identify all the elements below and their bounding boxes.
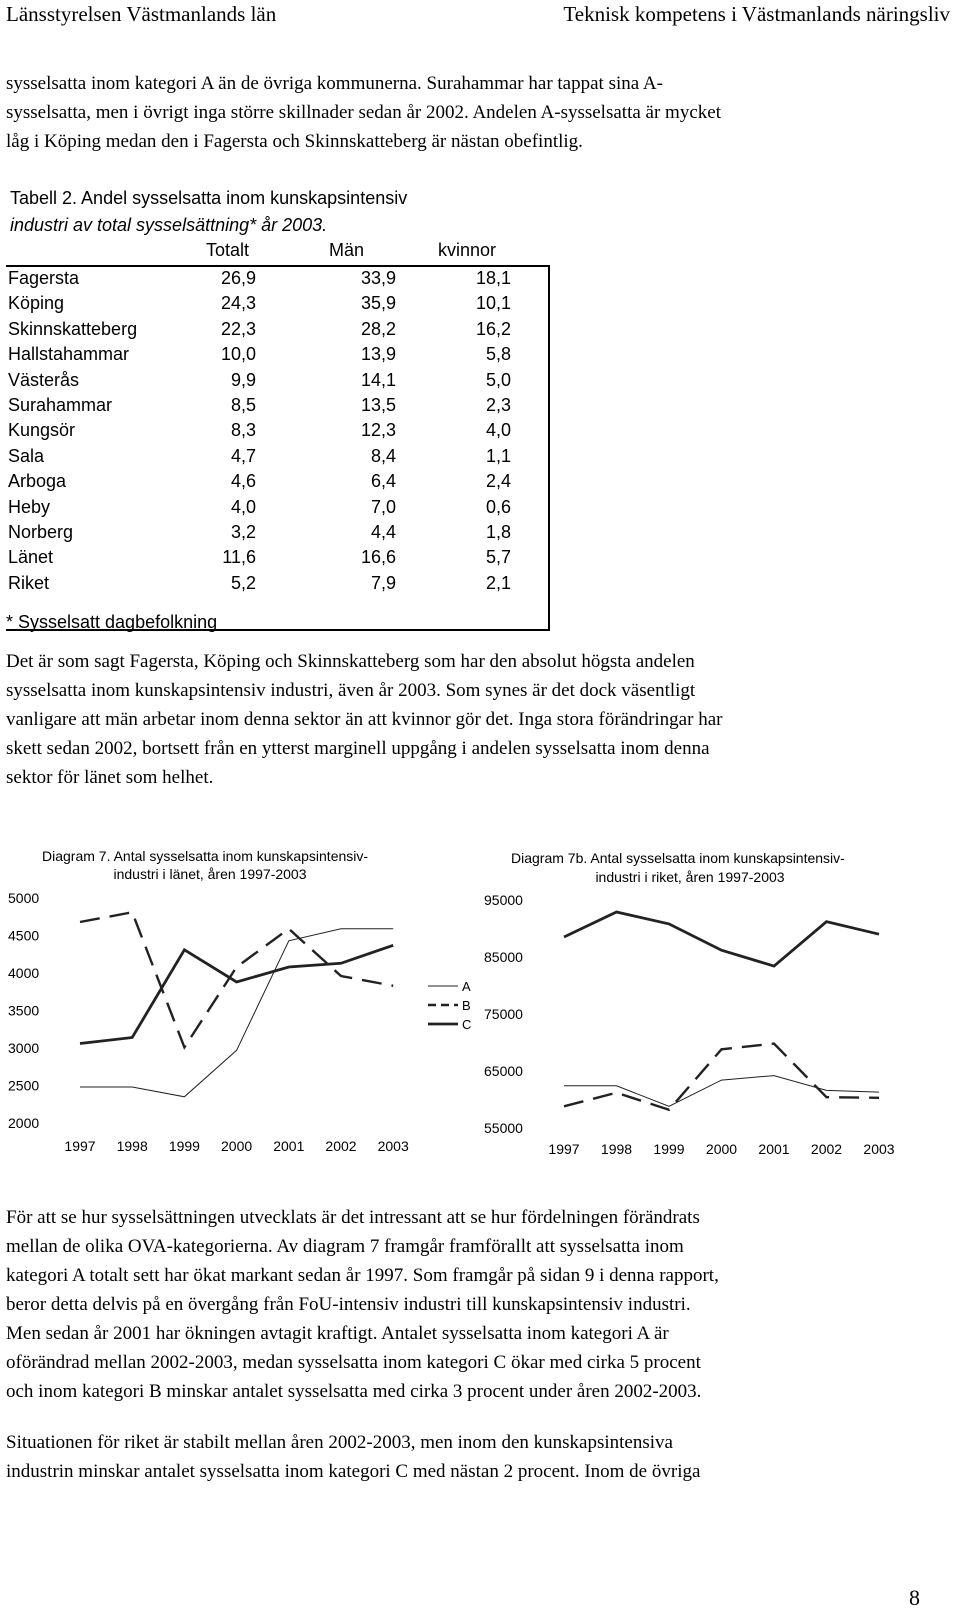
- row-label: Hallstahammar: [8, 344, 130, 365]
- cell-totalt: 8,5: [230, 395, 256, 415]
- y-tick-label: 95000: [484, 892, 523, 908]
- x-tick-label: 2002: [325, 1138, 357, 1154]
- cell-man: 14,1: [360, 369, 396, 390]
- y-tick-label: 55000: [484, 1120, 523, 1136]
- table-row: [6, 497, 546, 523]
- cell-totalt: 11,6: [222, 547, 256, 568]
- cell-totalt: 4,0: [230, 496, 256, 517]
- cell-man: 7,9: [370, 572, 396, 593]
- cell-man: 35,9: [360, 293, 396, 314]
- cell-man: 6,4: [370, 471, 396, 492]
- chart-diagram-7b: [470, 840, 940, 1170]
- row-label: Surahammar: [8, 395, 113, 415]
- cell-totalt: 3,2: [230, 522, 256, 542]
- table-row: [6, 573, 546, 599]
- x-tick-label: 2001: [758, 1141, 790, 1157]
- cell-man: 7,0: [370, 496, 396, 517]
- y-tick-label: 65000: [484, 1063, 523, 1079]
- col-header-kvinnor: kvinnor: [438, 240, 497, 260]
- table-caption: [10, 185, 407, 239]
- cell-man: 8,4: [370, 445, 396, 466]
- row-label: Länet: [8, 547, 54, 568]
- intro-paragraph: [6, 69, 936, 156]
- text-line: mellan de olika OVA-kategorierna. Av diagram 7 framgår framförallt att sysselsatta inom: [6, 1236, 684, 1257]
- cell-totalt: 22,3: [220, 318, 256, 339]
- row-label: Sala: [8, 445, 45, 466]
- y-tick-label: 3500: [8, 1002, 40, 1019]
- y-tick-label: 4000: [8, 965, 40, 981]
- text-line: Men sedan år 2001 har ökningen avtagit kraftigt. Antalet sysselsatta inom kategori A är: [6, 1323, 669, 1344]
- chart-subtitle: industri i riket, åren 1997-2003: [595, 869, 785, 885]
- table-row: [6, 370, 546, 396]
- cell-kvinnor: 16,2: [475, 318, 511, 339]
- text-line: oförändrad mellan 2002-2003, medan sysselsatta inom kategori C ökar med cirka 5 procent: [6, 1352, 701, 1373]
- cell-totalt: 5,2: [230, 572, 256, 593]
- text-line: sysselsatta inom kunskapsintensiv industri, även år 2003. Som synes är det dock väsentligt: [6, 680, 696, 701]
- series-line-a: [80, 929, 393, 1097]
- cell-totalt: 24,3: [220, 293, 256, 314]
- y-tick-label: 4500: [8, 927, 40, 944]
- table-row: [6, 268, 546, 294]
- table-row: [6, 293, 546, 319]
- table-row: [6, 344, 546, 370]
- text-line: sysselsatta inom kategori A än de övriga kommunerna. Surahammar har tappat sina A-: [6, 73, 663, 94]
- cell-kvinnor: 1,8: [485, 522, 511, 542]
- cell-kvinnor: 18,1: [475, 268, 511, 288]
- cell-kvinnor: 2,3: [485, 395, 511, 415]
- legend-label: A: [462, 979, 471, 994]
- table-row: [6, 522, 546, 548]
- row-label: Riket: [8, 572, 50, 593]
- col-header-totalt: Totalt: [206, 240, 250, 260]
- row-label: Skinnskatteberg: [8, 318, 138, 339]
- text-line: kategori A totalt sett har ökat markant sedan år 1997. Som framgår på sidan 9 i denna rapport,: [6, 1265, 719, 1286]
- cell-totalt: 4,6: [230, 471, 256, 492]
- cell-man: 13,9: [360, 344, 396, 365]
- table-row: [6, 446, 546, 472]
- series-line-c: [564, 912, 879, 966]
- series-line-a: [564, 1076, 879, 1107]
- paragraph-4: [6, 1428, 936, 1486]
- x-tick-label: 2002: [810, 1141, 843, 1157]
- text-line: vanligare att män arbetar inom denna sektor än att kvinnor gör det. Inga stora förändringar har: [6, 709, 723, 730]
- row-label: Fagersta: [8, 268, 80, 288]
- chart-title: Diagram 7b. Antal sysselsatta inom kunskapsintensiv-: [511, 850, 845, 866]
- table-header-row: [6, 238, 550, 266]
- y-tick-label: 5000: [8, 890, 40, 906]
- legend-label: C: [462, 1017, 472, 1032]
- y-tick-label: 75000: [484, 1006, 523, 1022]
- cell-man: 16,6: [360, 547, 396, 568]
- table-row: [6, 395, 546, 421]
- cell-kvinnor: 4,0: [485, 420, 511, 441]
- table-row: [6, 471, 546, 497]
- cell-kvinnor: 5,8: [485, 344, 511, 365]
- cell-man: 12,3: [360, 420, 396, 441]
- text-line: sektor för länet som helhet.: [6, 767, 214, 788]
- x-tick-label: 1998: [600, 1141, 633, 1157]
- row-label: Köping: [8, 293, 65, 314]
- cell-totalt: 26,9: [220, 268, 256, 288]
- cell-totalt: 4,7: [230, 445, 256, 466]
- table-row: [6, 547, 546, 573]
- header-left: Länsstyrelsen Västmanlands län: [6, 2, 277, 26]
- paragraph-2: [6, 647, 936, 792]
- text-line: och inom kategori B minskar antalet sysselsatta med cirka 3 procent under åren 2002-2003.: [6, 1381, 702, 1402]
- text-line: låg i Köping medan den i Fagersta och Skinnskatteberg är nästan obefintlig.: [6, 131, 583, 152]
- y-tick-label: 2500: [8, 1077, 40, 1094]
- cell-man: 28,2: [360, 318, 396, 339]
- header-right: Teknisk kompetens i Västmanlands näringsliv: [563, 2, 950, 26]
- x-tick-label: 1999: [168, 1138, 200, 1154]
- text-line: skett sedan 2002, bortsett från en ytterst marginell uppgång i andelen sysselsatta inom denna: [6, 738, 710, 759]
- table-row: [6, 319, 546, 345]
- cell-man: 13,5: [360, 395, 396, 415]
- text-line: beror detta delvis på en övergång från FoU-intensiv industri till kunskapsintensiv industri.: [6, 1294, 691, 1315]
- y-tick-label: 2000: [8, 1115, 40, 1131]
- text-line: industrin minskar antalet sysselsatta inom kategori C med nästan 2 procent. Inom de övriga: [6, 1461, 701, 1482]
- cell-totalt: 9,9: [230, 369, 256, 390]
- row-label: Kungsör: [8, 420, 76, 441]
- page-number: 8: [909, 1585, 920, 1610]
- paragraph-3: [6, 1203, 936, 1406]
- table-row: [6, 420, 546, 446]
- x-tick-label: 2001: [273, 1138, 305, 1154]
- chart-diagram-7: [0, 840, 490, 1170]
- x-tick-label: 2003: [377, 1138, 409, 1154]
- caption-line-2: industri av total sysselsättning* år 2003.: [10, 215, 328, 235]
- cell-kvinnor: 5,0: [485, 369, 511, 390]
- x-tick-label: 2000: [221, 1138, 253, 1154]
- cell-kvinnor: 2,4: [485, 471, 511, 492]
- series-line-c: [80, 945, 393, 1043]
- y-tick-label: 3000: [8, 1040, 40, 1056]
- row-label: Västerås: [8, 369, 80, 390]
- caption-line-1: Tabell 2. Andel sysselsatta inom kunskapsintensiv: [10, 188, 408, 208]
- cell-man: 33,9: [360, 268, 396, 288]
- text-line: Det är som sagt Fagersta, Köping och Skinnskatteberg som har den absolut högsta andelen: [6, 651, 695, 672]
- x-tick-label: 2003: [863, 1141, 895, 1157]
- text-line: sysselsatta, men i övrigt inga större skillnader sedan år 2002. Andelen A-sysselsatta är mycket: [6, 102, 721, 123]
- row-label: Arboga: [8, 471, 67, 492]
- cell-totalt: 10,0: [220, 344, 256, 365]
- row-label: Norberg: [8, 522, 74, 542]
- table-footnote: * Sysselsatt dagbefolkning: [6, 612, 218, 632]
- text-line: För att se hur sysselsättningen utvecklats är det intressant att se hur fördelningen förändrats: [6, 1207, 700, 1228]
- x-tick-label: 1999: [653, 1141, 685, 1157]
- legend-label: B: [462, 998, 471, 1013]
- chart-subtitle: industri i länet, åren 1997-2003: [113, 866, 307, 882]
- chart-title: Diagram 7. Antal sysselsatta inom kunskapsintensiv-: [42, 848, 369, 864]
- page-header: [0, 0, 960, 36]
- x-tick-label: 1998: [116, 1138, 148, 1154]
- col-header-man: Män: [329, 240, 365, 260]
- cell-kvinnor: 2,1: [485, 572, 511, 593]
- series-line-b: [564, 1044, 879, 1110]
- cell-totalt: 8,3: [230, 420, 256, 441]
- text-line: Situationen för riket är stabilt mellan åren 2002-2003, men inom den kunskapsintensiva: [6, 1432, 673, 1453]
- x-tick-label: 1997: [64, 1138, 96, 1154]
- y-tick-label: 85000: [484, 949, 523, 965]
- series-line-b: [80, 912, 393, 1047]
- cell-kvinnor: 5,7: [485, 547, 511, 568]
- cell-man: 4,4: [370, 522, 396, 542]
- cell-kvinnor: 1,1: [485, 445, 511, 466]
- x-tick-label: 2000: [705, 1141, 738, 1157]
- cell-kvinnor: 10,1: [475, 293, 511, 314]
- row-label: Heby: [8, 496, 51, 517]
- x-tick-label: 1997: [548, 1141, 580, 1157]
- cell-kvinnor: 0,6: [485, 496, 511, 517]
